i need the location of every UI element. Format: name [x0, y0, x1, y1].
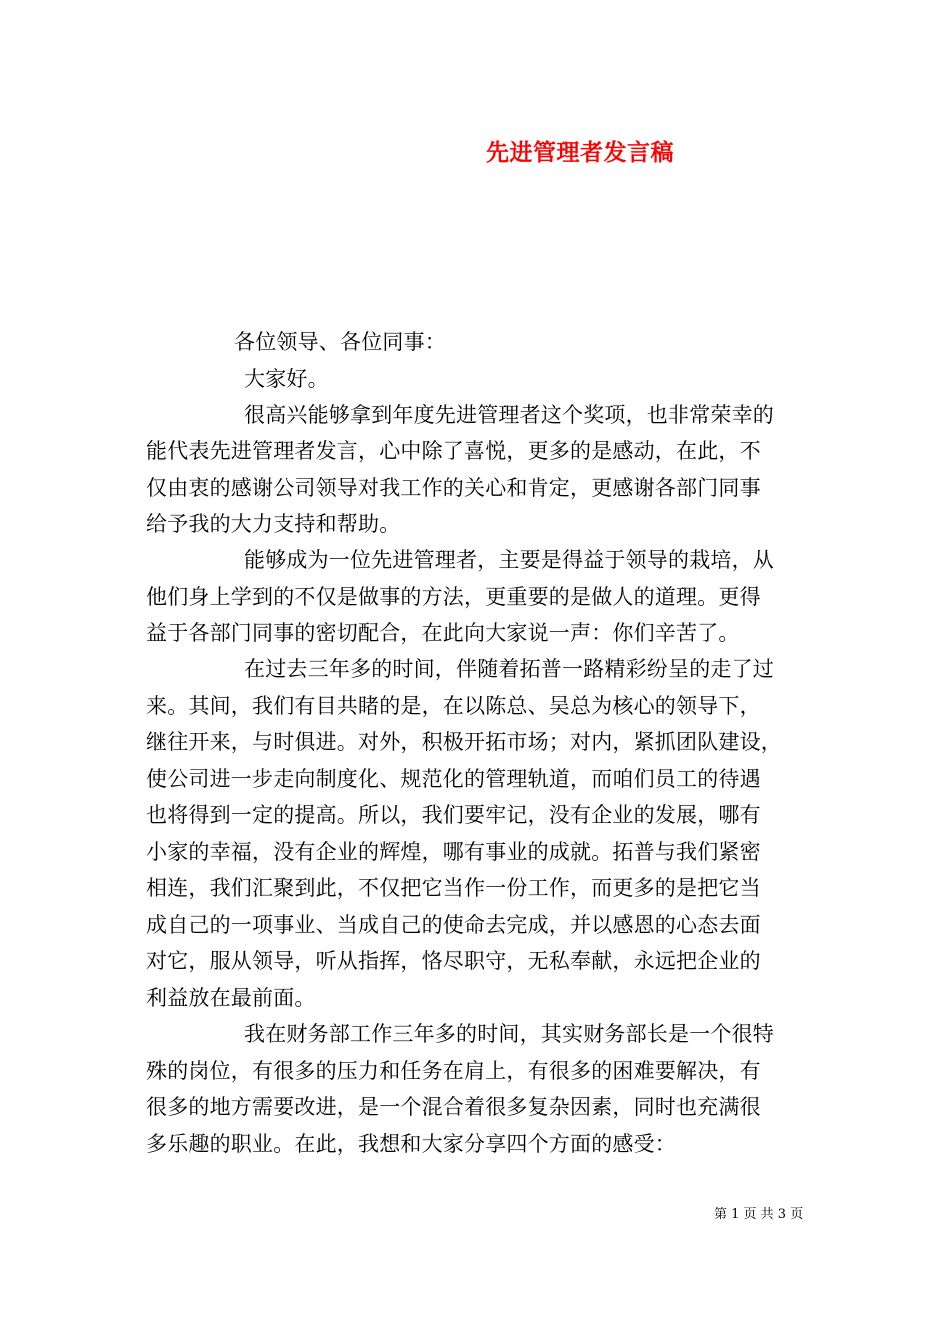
paragraph-line: 利益放在最前面。: [146, 986, 316, 1010]
paragraph-line: 使公司进一步走向制度化、规范化的管理轨道，而咱们员工的待遇: [146, 767, 761, 791]
paragraph-line: 能代表先进管理者发言，心中除了喜悦，更多的是感动，在此，不: [146, 439, 761, 463]
paragraph-line: 给予我的大力支持和帮助。: [146, 512, 401, 536]
paragraph-line: 继往开来，与时俱进。对外，积极开拓市场；对内，紧抓团队建设，: [146, 730, 782, 754]
paragraph-line: 很高兴能够拿到年度先进管理者这个奖项，也非常荣幸的: [244, 403, 774, 427]
paragraph-line: 对它，服从领导，听从指挥，恪尽职守，无私奉献，永远把企业的: [146, 949, 761, 973]
paragraph-line: 能够成为一位先进管理者，主要是得益于领导的栽培，从: [244, 548, 774, 572]
paragraph-line: 小家的幸福，没有企业的辉煌，哪有事业的成就。拓普与我们紧密: [146, 840, 761, 864]
paragraph-line: 仅由衷的感谢公司领导对我工作的关心和肯定，更感谢各部门同事: [146, 476, 761, 500]
paragraph-line: 多乐趣的职业。在此，我想和大家分享四个方面的感受：: [146, 1132, 676, 1156]
paragraph-line: 殊的岗位，有很多的压力和任务在肩上，有很多的困难要解决，有: [146, 1059, 761, 1083]
paragraph-line: 也将得到一定的提高。所以，我们要牢记，没有企业的发展，哪有: [146, 803, 761, 827]
page-number-footer: 第 1 页 共 3 页: [714, 1207, 804, 1222]
paragraph-line: 我在财务部工作三年多的时间，其实财务部长是一个很特: [244, 1022, 774, 1046]
paragraph-line: 益于各部门同事的密切配合，在此向大家说一声：你们辛苦了。: [146, 621, 740, 645]
paragraph-line: 相连，我们汇聚到此，不仅把它当作一份工作，而更多的是把它当: [146, 876, 761, 900]
greeting: 大家好。: [244, 367, 329, 391]
paragraph-line: 成自己的一项事业、当成自己的使命去完成，并以感恩的心态去面: [146, 913, 761, 937]
salutation: 各位领导、各位同事：: [234, 330, 446, 354]
paragraph-line: 他们身上学到的不仅是做事的方法，更重要的是做人的道理。更得: [146, 585, 761, 609]
paragraph-line: 很多的地方需要改进，是一个混合着很多复杂因素，同时也充满很: [146, 1095, 761, 1119]
paragraph-line: 在过去三年多的时间，伴随着拓普一路精彩纷呈的走了过: [244, 657, 774, 681]
paragraph-line: 来。其间，我们有目共睹的是，在以陈总、吴总为核心的领导下，: [146, 694, 761, 718]
document-title: 先进管理者发言稿: [486, 139, 674, 166]
